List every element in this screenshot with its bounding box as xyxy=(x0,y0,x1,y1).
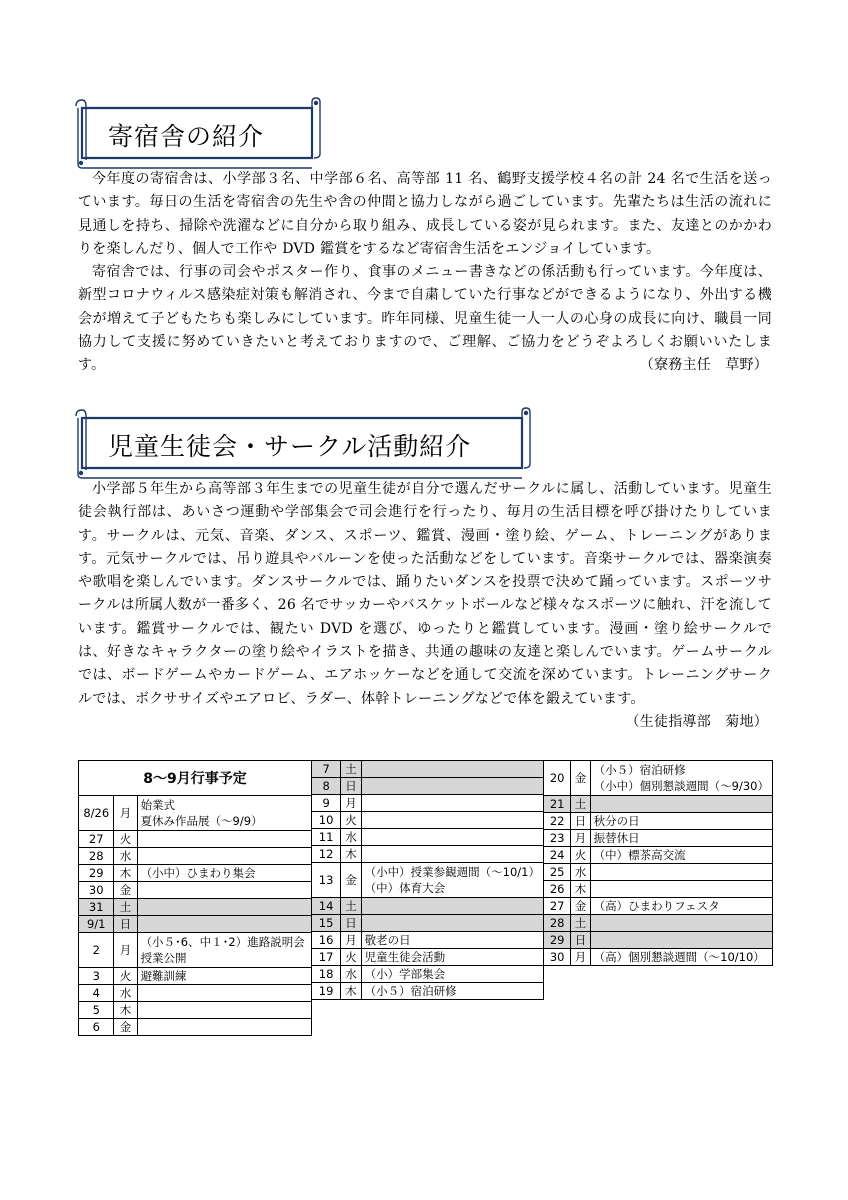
section-title: 寄宿舎の紹介 xyxy=(108,122,265,151)
schedule-row xyxy=(544,813,773,830)
schedule-date: 29 xyxy=(79,865,114,882)
schedule-date: 8/26 xyxy=(79,796,114,831)
schedule-row xyxy=(312,898,544,915)
event-line: 授業公開 xyxy=(140,951,187,965)
schedule-event xyxy=(137,899,311,916)
event-line: 児童生徒会活動 xyxy=(364,950,446,964)
schedule-weekday: 水 xyxy=(114,848,137,865)
event-line: （小５･6、中１･2）進路説明会 xyxy=(140,935,305,949)
event-line: 夏休み作品展（～9/9） xyxy=(140,814,263,828)
schedule-weekday: 月 xyxy=(114,933,137,968)
schedule-date: 13 xyxy=(312,863,341,898)
schedule-weekday: 土 xyxy=(571,915,590,932)
event-line: （小５）宿泊研修 xyxy=(364,984,457,998)
schedule-row xyxy=(544,932,773,949)
schedule-row xyxy=(79,899,312,916)
schedule-weekday: 木 xyxy=(341,983,361,1000)
paragraph-with-signature xyxy=(78,261,772,377)
schedule-row xyxy=(544,864,773,881)
schedule-event xyxy=(590,761,772,796)
event-line: 秋分の日 xyxy=(593,814,640,828)
schedule-event xyxy=(361,761,543,778)
schedule-row xyxy=(79,933,312,968)
schedule-event xyxy=(590,864,772,881)
schedule-weekday: 月 xyxy=(341,795,361,812)
schedule-date: 11 xyxy=(312,829,341,846)
schedule-row xyxy=(312,778,544,795)
schedule-row xyxy=(544,761,773,796)
schedule-weekday: 日 xyxy=(571,932,590,949)
schedule-row xyxy=(79,916,312,933)
schedule-weekday: 水 xyxy=(341,829,361,846)
schedule-weekday: 土 xyxy=(341,761,361,778)
schedule-event xyxy=(361,812,543,829)
schedule-weekday: 日 xyxy=(114,916,137,933)
schedule-row xyxy=(79,865,312,882)
paragraph-text: 寄宿舎では、行事の司会やポスター作り、食事のメニュー書きなどの係活動も行っています。今年度は、新型コロナウィルス感染症対策も解消され、今まで自粛していた行事などができるようになり、外出する機会が増えて子どもたちも楽しみにしています。昨年同様、児童生徒一人一人の心身の成長に向け、職員一同協力して支援に努めていきたいと考えておりますので、ご理解、ご協力をどうぞよろしくお願いいたします。 xyxy=(78,264,772,374)
schedule-event xyxy=(361,966,543,983)
schedule-table-col3 xyxy=(543,760,773,966)
schedule-weekday: 月 xyxy=(571,949,590,966)
schedule-weekday: 木 xyxy=(341,846,361,863)
schedule-weekday: 日 xyxy=(341,778,361,795)
schedule-weekday: 火 xyxy=(341,949,361,966)
author-signature: （生徒指導部 菊地） xyxy=(625,713,768,730)
schedule-date: 30 xyxy=(544,949,571,966)
schedule-row xyxy=(312,932,544,949)
event-line: （中）体育大会 xyxy=(364,881,446,895)
schedule-date: 22 xyxy=(544,813,571,830)
schedule-row xyxy=(544,898,773,915)
schedule-date: 27 xyxy=(79,831,114,848)
schedule-date: 29 xyxy=(544,932,571,949)
event-line: 始業式 xyxy=(140,798,176,812)
schedule-weekday: 木 xyxy=(571,881,590,898)
schedule-date: 3 xyxy=(79,968,114,985)
schedule-date: 17 xyxy=(312,949,341,966)
schedule-event xyxy=(590,915,772,932)
schedule-event xyxy=(137,1002,311,1019)
author-signature: （寮務主任 草野） xyxy=(639,357,768,374)
schedule-date: 19 xyxy=(312,983,341,1000)
schedule-event xyxy=(137,865,311,882)
schedule-row xyxy=(79,831,312,848)
schedule-date: 16 xyxy=(312,932,341,949)
schedule-weekday: 木 xyxy=(114,865,137,882)
schedule-weekday: 水 xyxy=(571,864,590,881)
paragraph-with-signature xyxy=(78,478,772,730)
schedule-date: 27 xyxy=(544,898,571,915)
event-line: 振替休日 xyxy=(593,831,640,845)
schedule-row xyxy=(312,949,544,966)
section-body-dormitory xyxy=(78,168,772,378)
section-title: 児童生徒会・サークル活動紹介 xyxy=(108,432,472,461)
schedule-date: 15 xyxy=(312,915,341,932)
schedule-date: 23 xyxy=(544,830,571,847)
schedule-title: 8～9月行事予定 xyxy=(79,761,312,796)
schedule-row xyxy=(312,795,544,812)
schedule-row xyxy=(79,985,312,1002)
schedule-date: 2 xyxy=(79,933,114,968)
schedule-date: 28 xyxy=(544,915,571,932)
schedule-event xyxy=(361,846,543,863)
schedule-date: 6 xyxy=(79,1019,114,1036)
schedule-row xyxy=(544,796,773,813)
event-line: （小中）授業参観週間（～10/1） xyxy=(364,865,540,879)
paragraph: 今年度の寄宿舎は、小学部３名、中学部６名、高等部 11 名、鶴野支援学校４名の計 24 名で生活を送っています。毎日の生活を寄宿舎の先生や舎の仲間と協力しながら過ごしています。先輩たちは生活の流れに見通しを持ち、掃除や洗濯などに自分から取り組み、成長している姿が見られます。また、友達とのかかわりを楽しんだり、個人で工作や DVD 鑑賞をするなど寄宿舎生活をエンジョイしています。 xyxy=(78,171,772,257)
schedule-event xyxy=(137,848,311,865)
schedule-row xyxy=(79,882,312,899)
schedule-table-col1 xyxy=(78,760,312,1036)
schedule-weekday: 金 xyxy=(114,1019,137,1036)
schedule-weekday: 土 xyxy=(571,796,590,813)
event-line: （中）標茶高交流 xyxy=(593,848,686,862)
schedule-row xyxy=(312,761,544,778)
schedule-row xyxy=(312,812,544,829)
schedule-event xyxy=(590,932,772,949)
event-line: （小５）宿泊研修 xyxy=(593,763,686,777)
schedule-weekday: 金 xyxy=(341,863,361,898)
schedule-event xyxy=(590,881,772,898)
schedule-weekday: 日 xyxy=(341,915,361,932)
schedule-row xyxy=(544,847,773,864)
event-line: （小中）ひまわり集会 xyxy=(140,866,256,880)
schedule-row xyxy=(544,881,773,898)
schedule-date: 26 xyxy=(544,881,571,898)
schedule-event xyxy=(137,831,311,848)
schedule-row xyxy=(544,915,773,932)
event-line: （高）ひまわりフェスタ xyxy=(593,899,720,913)
schedule-event xyxy=(361,932,543,949)
schedule-event xyxy=(137,933,311,968)
schedule-event xyxy=(137,1019,311,1036)
schedule-weekday: 日 xyxy=(571,813,590,830)
schedule-weekday: 土 xyxy=(341,898,361,915)
schedule-date: 24 xyxy=(544,847,571,864)
schedule-row xyxy=(312,915,544,932)
schedule-date: 12 xyxy=(312,846,341,863)
schedule-date: 8 xyxy=(312,778,341,795)
schedule-event xyxy=(590,796,772,813)
schedule-date: 28 xyxy=(79,848,114,865)
schedule-row xyxy=(312,863,544,898)
event-line: 避難訓練 xyxy=(140,969,187,983)
schedule-event xyxy=(361,795,543,812)
schedule-row xyxy=(79,848,312,865)
schedule-event xyxy=(590,949,772,966)
schedule-weekday: 金 xyxy=(114,882,137,899)
schedule-event xyxy=(361,829,543,846)
schedule-date: 25 xyxy=(544,864,571,881)
schedule-table-col2 xyxy=(311,760,544,1000)
schedule-date: 5 xyxy=(79,1002,114,1019)
schedule-date: 30 xyxy=(79,882,114,899)
schedule-row xyxy=(312,829,544,846)
schedule-date: 31 xyxy=(79,899,114,916)
schedule-event xyxy=(361,898,543,915)
schedule-event xyxy=(361,863,543,898)
schedule-weekday: 水 xyxy=(341,966,361,983)
schedule-weekday: 火 xyxy=(114,968,137,985)
schedule-weekday: 金 xyxy=(571,761,590,796)
schedule-event xyxy=(361,778,543,795)
schedule-weekday: 火 xyxy=(341,812,361,829)
schedule-weekday: 月 xyxy=(114,796,137,831)
section-header-dormitory xyxy=(74,98,320,166)
schedule-date: 7 xyxy=(312,761,341,778)
schedule-date: 20 xyxy=(544,761,571,796)
schedule-event xyxy=(590,847,772,864)
schedule-event xyxy=(137,916,311,933)
schedule-event xyxy=(137,985,311,1002)
schedule-weekday: 金 xyxy=(571,898,590,915)
schedule-event xyxy=(361,915,543,932)
schedule-row xyxy=(544,830,773,847)
schedule-event xyxy=(590,813,772,830)
schedule-event xyxy=(590,898,772,915)
event-line: （高）個別懇談週間（～10/10） xyxy=(593,950,765,964)
schedule-row xyxy=(312,966,544,983)
schedule-date: 14 xyxy=(312,898,341,915)
schedule-row xyxy=(312,846,544,863)
schedule-event xyxy=(361,983,543,1000)
section-body-circles xyxy=(78,478,772,734)
schedule-event xyxy=(137,882,311,899)
schedule-weekday: 月 xyxy=(341,932,361,949)
event-line: 敬老の日 xyxy=(364,933,411,947)
schedule-date: 9 xyxy=(312,795,341,812)
schedule-date: 9/1 xyxy=(79,916,114,933)
section-header-circles xyxy=(74,408,530,476)
schedule-event xyxy=(137,796,311,831)
schedule-row xyxy=(544,949,773,966)
schedule-weekday: 木 xyxy=(114,1002,137,1019)
schedule-row xyxy=(79,1002,312,1019)
event-line: （小）学部集会 xyxy=(364,967,446,981)
schedule-weekday: 火 xyxy=(571,847,590,864)
schedule-date: 4 xyxy=(79,985,114,1002)
schedule-weekday: 月 xyxy=(571,830,590,847)
schedule-row xyxy=(79,1019,312,1036)
schedule-date: 18 xyxy=(312,966,341,983)
schedule-row xyxy=(79,796,312,831)
schedule-date: 21 xyxy=(544,796,571,813)
schedule-weekday: 土 xyxy=(114,899,137,916)
schedule-row xyxy=(312,983,544,1000)
schedule-event xyxy=(137,968,311,985)
event-line: （小中）個別懇談週間（～9/30） xyxy=(593,779,769,793)
schedule-event xyxy=(361,949,543,966)
schedule-weekday: 水 xyxy=(114,985,137,1002)
schedule-weekday: 火 xyxy=(114,831,137,848)
schedule-event xyxy=(590,830,772,847)
paragraph-text: 小学部５年生から高等部３年生までの児童生徒が自分で選んだサークルに属し、活動しています。児童生徒会執行部は、あいさつ運動や学部集会で司会進行を行ったり、毎月の生活目標を呼び掛けたりしています。サークルは、元気、音楽、ダンス、スポーツ、鑑賞、漫画・塗り絵、ゲーム、トレーニングがあります。元気サークルでは、吊り遊具やバルーンを使った活動などをしています。音楽サークルでは、器楽演奏や歌唱を楽しんでいます。ダンスサークルでは、踊りたいダンスを投票で決めて踊っています。スポーツサークルは所属人数が一番多く、26 名でサッカーやバスケットボールなど様々なスポーツに触れ、汗を流しています。鑑賞サークルでは、観たい DVD を選び、ゆったりと鑑賞しています。漫画・塗り絵サークルでは、好きなキャラクターの塗り絵やイラストを描き、共通の趣味の友達と楽しんでいます。ゲームサークルでは、ボードゲームやカードゲーム、エアホッケーなどを通して交流を深めています。トレーニングサークルでは、ボクササイズやエアロビ、ラダー、体幹トレーニングなどで体を鍛えています。 xyxy=(78,481,772,707)
schedule-row xyxy=(79,968,312,985)
schedule-date: 10 xyxy=(312,812,341,829)
